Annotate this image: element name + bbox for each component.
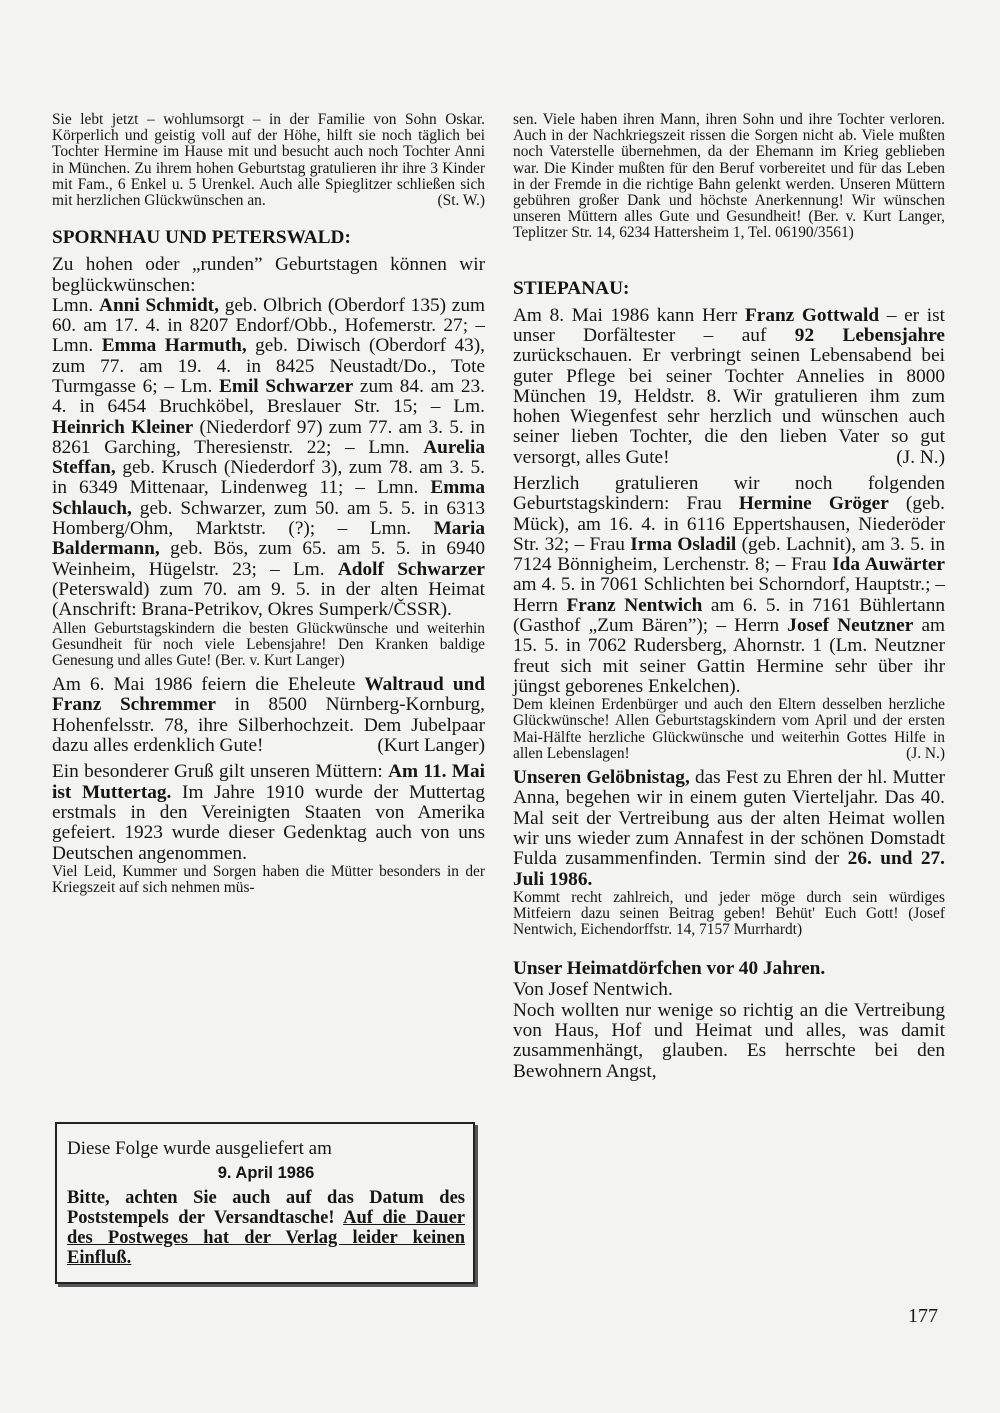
intro-signature: (St. W.) [437,192,485,210]
gottwald-signature: (J. N.) [896,446,945,468]
wedding-signature: (Kurt Langer) [377,735,485,757]
pledge-day-paragraph [513,768,945,890]
notice-underlined-text: Auf die Dauer des Postweges hat der Verlag leider keinen Einfluß. [67,1208,465,1268]
mothers-text: Im Jahre 1910 wurde der Muttertag erstmals in den Vereinigten Staaten von Amerika gefeiert. 1923 wurde dieser Gedenktag auch von uns Deutschen angenommen. [52,781,485,864]
birthday-text: Lmn. [52,294,100,316]
pledge-day-text: das Fest zu Ehren der hl. Mutter Anna, begehen wir in einem guten Vierteljahr. Das 40. Mal seit der Vertreibung aus der alten Heimat wollen wir uns wieder zum Annafest in der schönen Domstadt Fulda zusammenfinden. Termin sind der [513,767,945,870]
birthday-text: zum 84. am 23. 4. in 6454 Bruchköbel, Breslauer Str. 15; – Lm. [52,376,485,418]
pledge-day-date: 26. und 27. Juli 1986. [513,848,946,890]
silver-wedding-paragraph [52,675,485,756]
mothers-text: Ein besonderer Gruß gilt unseren Müttern: [52,761,389,783]
gottwald-name: Franz Gottwald [744,304,880,326]
birthday-text: geb. Diwisch (Oberdorf 43), zum 77. am 19. 4. in 8425 Neustadt/Do., Tote Turmgasse 6; – Lm. [52,335,485,397]
wedding-couple: Waltraud und Franz Schremmer [52,674,485,716]
congrats-paragraph [513,474,945,697]
birthday-list [52,296,485,621]
birthday-name: Adolf Schwarzer [337,558,485,580]
congrats-name: Hermine Gröger [738,493,889,515]
congrats-text: am 15. 5. in 7062 Rudersberg, Ahornstr. 1 (Lm. Neutzner freut sich mit seiner Gattin Hermine sehr über ihr jüngst geborenes Enkelchen). [513,615,945,697]
notice-date: 9. April 1986 [217,1164,315,1182]
congrats-text: (geb. Mück), am 16. 4. in 6116 Eppertshausen, Niederöder Str. 32; – Frau [513,493,946,555]
notice-plain-text: Bitte, achten Sie auch auf das Datum des Poststempels der Versandtasche! [67,1188,465,1228]
gottwald-text: Am 8. Mai 1986 kann Herr [513,304,745,326]
congrats-name: Ida Auwärter [832,554,945,576]
notice-text [67,1188,465,1268]
wishes-paragraph: Allen Geburtstagskindern die besten Glückwünsche und weiterhin Gesundheit für noch viele Lebensjahre! Den Kranken baldige Genesung und alles Gute! (Ber. v. Kurt Langer) [52,619,485,669]
wedding-text: in 8500 Nürnberg-Kornburg, Hohenfelsstr. 78, ihre Silberhochzeit. Dem Jubelpaar dazu alles erdenklich Gute! [52,694,486,757]
congrats-name: Josef Neutzner [787,615,914,637]
come-paragraph: Kommt recht zahlreich, und jeder möge durch sein würdiges Mitfeiern dazu seinen Beitrag geben! Behüt' Euch Gott! (Josef Nentwich, Eichendorffstr. 14, 7157 Murrhardt) [513,888,945,939]
mothers-day-date: Am 11. Mai ist Muttertag. [52,761,485,803]
pledge-day-title: Unseren Gelöbnistag, [513,767,690,789]
mothers-continuation: sen. Viele haben ihren Mann, ihren Sohn und ihre Tochter verloren. Auch in der Nachkriegszeit rissen die Sorgen nicht ab. Viele mußten noch Vaterstelle übernehmen, da der Ehemann im Krieg geblieben war. Die Kinder mußten für den Beruf vorbereitet und für das Leben in der Fremde in die richtige Bahn gelenkt werden. Unseren Müttern gebühren großer Dank und höchste Anerkennung! Wir wünschen unseren Müttern alles Gute und Gesundheit! (Ber. v. Kurt Langer, Teplitzer Str. 14, 6234 Hattersheim 1, Tel. 06190/3561) [513,111,945,242]
notice-line: Diese Folge wurde ausgeliefert am [67,1138,332,1159]
earthling-text: Dem kleinen Erdenbürger und auch den Eltern desselben herzliche Glückwünsche! Allen Geburtstagskindern vom April und der ersten Mai-Hälfte herzliche Glückwünsche und weiterhin Gottes Hilfe in allen Lebenslagen! [513,696,945,762]
earthling-signature: (J. N.) [906,744,945,762]
birthday-text: (Niederdorf 97) zum 77. am 3. 5. in 8261 Garching, Theresienstr. 22; – Lmn. [52,416,485,458]
final-paragraph: Noch wollten nur wenige so richtig an die Vertreibung von Haus, Hof und Heimat und alles, was damit zusammenhängt, glauben. Es herrschte bei den Bewohnern Angst, [513,999,945,1082]
intro-paragraph [52,112,485,209]
birthday-name: Heinrich Kleiner [52,416,194,438]
congrats-text: Herzlich gratulieren wir noch folgenden Geburtstagskindern: Frau [513,473,945,515]
wedding-text: Am 6. Mai 1986 feiern die Eheleute [52,674,365,696]
birthday-name: Emma Schlauch, [52,477,485,519]
gottwald-age: 92 Lebensjahre [794,324,945,346]
birthday-name: Anni Schmidt, [99,294,219,316]
mothers-day-paragraph [52,762,485,863]
earthling-wishes [513,697,945,762]
heading-spornhau: SPORNHAU UND PETERSWALD: [52,227,351,249]
heading-stiepanau: STIEPANAU: [513,277,630,299]
birthday-text: geb. Bös, zum 65. am 5. 5. in 6940 Weinheim, Hügelstr. 23; – Lm. [52,538,485,580]
birthday-intro: Zu hohen oder „runden” Geburtstagen können wir beglückwünschen: [52,254,485,296]
congrats-text: am 4. 5. in 7061 Schlichten bei Schorndorf, Hauptstr.; – Herrn [513,574,945,616]
mothers-small-paragraph: Viel Leid, Kummer und Sorgen haben die Mütter besonders in der Kriegszeit auf sich nehmen müs- [52,862,485,897]
gottwald-paragraph [513,306,945,468]
intro-text: Sie lebt jetzt – wohlumsorgt – in der Familie von Sohn Oskar. Körperlich und geistig voll auf der Höhe, hilft sie noch täglich bei Tochter Hermine im Hause mit und besucht auch noch Tochter Anni in München. Zu ihrem hohen Geburtstag gratulieren ihr ihre 3 Kinder mit Fam., 6 Enkel u. 5 Urenkel. Auch alle Spieglitzer schließen sich mit herzlichen Glückwünschen an. [52,111,485,210]
gottwald-text: – er ist unser Dorfältester – auf [513,304,945,346]
birthday-name: Maria Baldermann, [52,518,485,560]
birthday-text: geb. Schwarzer, zum 50. am 5. 5. in 6313 Homberg/Ohm, Marktstr. (?); – Lmn. [52,497,485,540]
birthday-text: (Peterswald) zum 70. am 9. 5. in der alten Heimat (Anschrift: Brana-Petrikov, Okres Sumperk/ČSSR). [52,578,485,621]
heading-heimat: Unser Heimatdörfchen vor 40 Jahren. [513,958,826,980]
birthday-text: geb. Krusch (Niederdorf 3), zum 78. am 3. 5. in 6349 Mittenaar, Lindenweg 11; – Lmn. [52,457,485,499]
author-line: Von Josef Nentwich. [513,979,673,1001]
right-column [513,112,945,1082]
left-column [52,112,485,896]
birthday-name: Aurelia Steffan, [52,436,485,479]
birthday-name: Emil Schwarzer [219,376,354,397]
congrats-text: am 6. 5. in 7161 Bühlertann (Gasthof „Zum Bären”); – Herrn [513,594,945,637]
congrats-name: Franz Nentwich [566,594,703,616]
congrats-name: Irma Osladil [630,533,737,555]
congrats-text: (geb. Lachnit), am 3. 5. in 7124 Bönnigheim, Lerchenstr. 8; – Frau [513,533,945,576]
birthday-text: geb. Olbrich (Oberdorf 135) zum 60. am 17. 4. in 8207 Endorf/Obb., Hofemerstr. 27; – Lmn. [52,294,485,357]
page-number: 177 [908,1305,938,1327]
delivery-notice-box [55,1122,475,1284]
gottwald-text: zurückschauen. Er verbringt seinen Lebensabend bei guter Pflege bei seiner Tochter Annelies in 8000 München 19, Heldstr. 8. Wir gratulieren ihm zum hohen Wiegenfest sehr herzlich und wünschen auch seiner lieben Tochter, die den lieben Vater so gut versorgt, alles Gute! [513,345,945,468]
birthday-name: Emma Harmuth, [101,335,247,357]
